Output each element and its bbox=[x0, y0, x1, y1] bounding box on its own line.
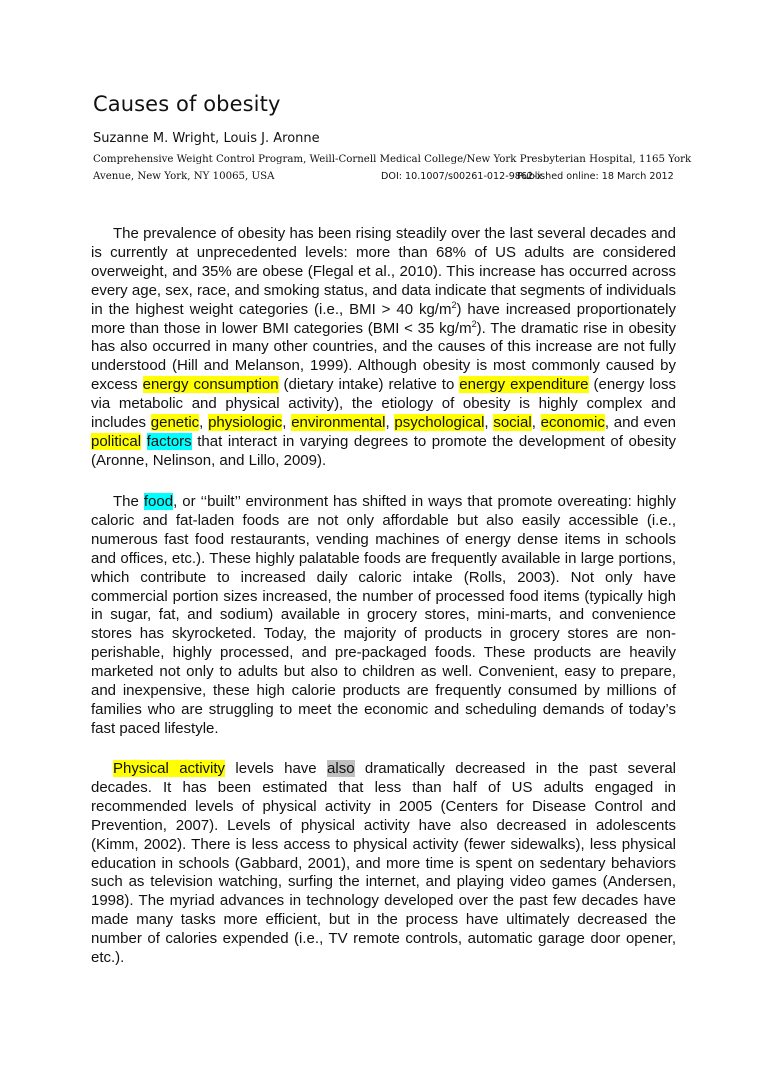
highlight-energy-consumption: energy consumption bbox=[142, 376, 279, 394]
highlight-political: political bbox=[91, 432, 142, 450]
affiliation-address: Avenue, New York, NY 10065, USA bbox=[93, 171, 275, 182]
doi: DOI: 10.1007/s00261-012-9862-x bbox=[381, 171, 543, 182]
highlight-physiologic: physiologic bbox=[208, 414, 283, 432]
highlight-environmental: environmental bbox=[291, 414, 386, 432]
paragraph-2: The food, or ‘‘built’’ environment has shifted in ways that promote overeating: highly caloric and fat-laden foods are not only affordable but also easily accessible (i.e., numerous fast food restaurants, vending machines of energy dense items in schools and offices, etc.). These highly palatable foods are frequently available in large portions, which contribute to increased daily caloric intake (Rolls, 2003). Not only have commercial portion sizes increased, the number of processed food items (typically high in sugar, fat, and sodium) available in grocery stores, mini-marts, and convenience stores has skyrocketed. Today, the majority of products in grocery stores are non-perishable, highly processed, and pre-packaged foods. These products are heavily marketed not only to adults but also to children as well. Convenient, easy to prepare, and inexpensive, these high calorie products are frequently consumed by millions of families who are struggling to meet the economic and scheduling demands of today’s fast paced lifestyle. bbox=[91, 493, 676, 737]
highlight-social: social bbox=[493, 414, 532, 432]
highlight-genetic: genetic bbox=[150, 414, 200, 432]
page-title: Causes of obesity bbox=[93, 92, 281, 116]
publication-date: Published online: 18 March 2012 bbox=[517, 171, 674, 182]
paragraph-1: The prevalence of obesity has been rising steadily over the last several decades and is currently at unprecedented levels: more than 68% of US adults are considered overweight, and 35% are obese (Flegal et al., 2010). This increase has occurred across every age, sex, race, and smoking status, and data indicate that segments of individuals in the highest weight categories (i.e., BMI > 40 $kg/m^2$) have increased proportionately more than those in lower BMI categories (BMI < 35 $kg/m^2$). The dramatic rise in obesity has also occurred in many other countries, and the causes of this increase are not fully understood (Hill and Melanson, 1999). Although obesity is most commonly caused by excess energy consumption (dietary intake) relative to energy expenditure (energy loss via metabolic and physical activity), the etiology of obesity is highly complex and includes genetic, physiologic, environmental, psychological, social, economic, and even political factors that interact in varying degrees to promote the development of obesity (Aronne, Nelinson, and Lillo, 2009). bbox=[91, 225, 677, 469]
authors: Suzanne M. Wright, Louis J. Aronne bbox=[93, 131, 320, 146]
highlight-factors: factors bbox=[146, 432, 192, 450]
affiliation-line-2 bbox=[93, 171, 693, 182]
paragraph-3: Physical activity levels have also dramatically decreased in the past several decades. It has been estimated that less than half of US adults engaged in recommended levels of physical activity in 2005 (Centers for Disease Control and Prevention, 2007). Levels of physical activity have also decreased in adolescents (Kimm, 2002). There is less access to physical activity (fewer sidewalks), less physical education in schools (Gabbard, 2001), and more time is spent on sedentary behaviors such as television watching, surfing the internet, and playing video games (Andersen, 1998). The myriad advances in technology developed over the past few decades have made many tasks more efficient, but in the process have ultimately decreased the number of calories expended (i.e., TV remote controls, automatic garage door opener, etc.). bbox=[91, 760, 676, 967]
highlight-physical-activity: Physical activity bbox=[113, 760, 226, 777]
highlight-energy-expenditure: energy expenditure bbox=[459, 376, 589, 394]
affiliation-line-1: Comprehensive Weight Control Program, Weill-Cornell Medical College/New York Presbyterian Hospital, 1165 York bbox=[93, 154, 692, 165]
highlight-economic: economic bbox=[540, 414, 605, 432]
highlight-also: also bbox=[327, 760, 355, 777]
highlight-psychological: psychological bbox=[394, 414, 485, 432]
highlight-food: food bbox=[143, 493, 174, 510]
